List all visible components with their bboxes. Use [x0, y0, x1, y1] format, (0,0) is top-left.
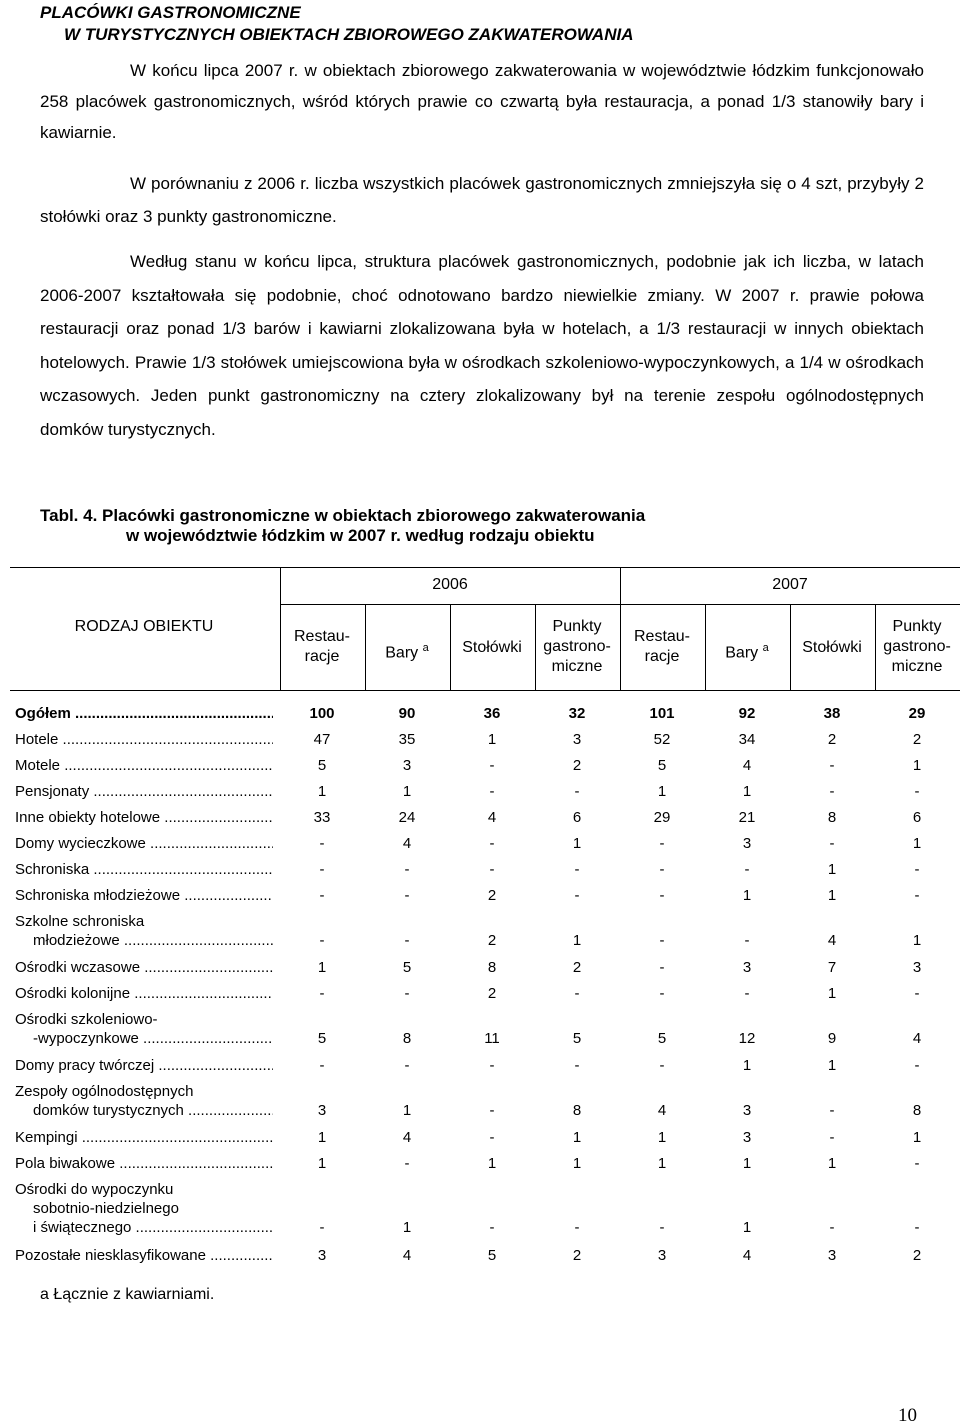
column-header-line: Punkty	[892, 618, 942, 635]
row-label-line: Inne obiekty hotelowe .....	[15, 808, 273, 827]
table-cell: 11	[484, 1030, 500, 1047]
table-cell: 3	[827, 1247, 837, 1264]
row-label	[15, 704, 273, 723]
table-cell: 4	[657, 1102, 667, 1119]
table-cell: 1	[742, 1155, 752, 1172]
paragraph-2: W porównaniu z 2006 r. liczba wszystkich placówek gastronomicznych zmniejszyła się o 4 szt, przybyły 2 stołówki oraz 3 punkty gastronomiczne.	[40, 174, 924, 226]
table-cell: -	[914, 1155, 920, 1172]
row-label	[15, 1010, 273, 1048]
column-header	[535, 617, 620, 677]
column-header	[705, 638, 790, 663]
row-label	[15, 1246, 273, 1265]
table-cell: 29	[653, 809, 671, 826]
row-label	[15, 834, 273, 853]
column-header-line: Stołówki	[802, 639, 862, 656]
table-cell: 1	[827, 1155, 837, 1172]
table-cell: 2	[912, 1247, 922, 1264]
table-cell: 1	[572, 835, 582, 852]
row-label-line: Pensjonaty .....	[15, 782, 273, 801]
table-cell: 38	[823, 705, 841, 722]
row-label-line: Ogółem .....	[15, 704, 273, 723]
table-cell: 90	[398, 705, 416, 722]
column-header	[875, 617, 960, 677]
table-cell: -	[404, 1057, 410, 1074]
table-cell: 1	[402, 1102, 412, 1119]
table-cell: -	[574, 887, 580, 904]
table-cell: 100	[309, 705, 335, 722]
column-header-line: racje	[304, 648, 340, 665]
table-cell: 5	[657, 1030, 667, 1047]
table-cell: 1	[572, 1155, 582, 1172]
table-cell: 3	[742, 1102, 752, 1119]
table-cell: -	[914, 1057, 920, 1074]
row-label-line: Kempingi .....	[15, 1128, 273, 1147]
table-cell: 36	[483, 705, 501, 722]
table-title-line2: w województwie łódzkim w 2007 r. według rodzaju obiektu	[126, 526, 595, 545]
table-cell: -	[489, 1057, 495, 1074]
table-cell: 8	[487, 959, 497, 976]
table-cell: -	[914, 861, 920, 878]
table-cell: -	[574, 783, 580, 800]
table-cell: -	[319, 1219, 325, 1236]
year-header-2007: 2007	[772, 576, 808, 593]
table-cell: 5	[317, 1030, 327, 1047]
table-cell: 4	[742, 1247, 752, 1264]
table-cell: 5	[572, 1030, 582, 1047]
row-label	[15, 1180, 273, 1237]
table-cell: -	[404, 932, 410, 949]
table-cell: 1	[317, 783, 327, 800]
table-cell: 4	[912, 1030, 922, 1047]
table-cell: 1	[912, 835, 922, 852]
table-cell: -	[659, 985, 665, 1002]
table-cell: 1	[487, 731, 497, 748]
table-cell: 1	[912, 1129, 922, 1146]
table-cell: 8	[572, 1102, 582, 1119]
column-header-line: Punkty	[552, 618, 602, 635]
table-top-rule	[10, 567, 960, 568]
row-label-line: Schroniska .....	[15, 860, 273, 879]
table-cell: -	[744, 932, 750, 949]
row-label	[15, 1154, 273, 1173]
row-label-line: Pola biwakowe .....	[15, 1154, 273, 1173]
table-cell: 1	[657, 1129, 667, 1146]
table-cell: -	[829, 1129, 835, 1146]
table-cell: -	[829, 835, 835, 852]
row-label	[15, 1056, 273, 1075]
table-cell: 1	[742, 783, 752, 800]
table-cell: -	[659, 959, 665, 976]
table-cell: 2	[487, 985, 497, 1002]
row-label	[15, 808, 273, 827]
table-cell: -	[574, 1219, 580, 1236]
column-header	[365, 638, 450, 663]
table-cell: -	[574, 1057, 580, 1074]
row-label-line: Domy pracy twórczej .....	[15, 1056, 273, 1075]
column-header-line: miczne	[551, 658, 603, 675]
table-cell: 1	[402, 783, 412, 800]
table-cell: -	[914, 783, 920, 800]
table-cell: -	[659, 835, 665, 852]
paragraph-3: Według stanu w końcu lipca, struktura placówek gastronomicznych, podobnie jak ich liczba, w latach 2006-2007 kształtowała się podobnie, choć odnotowano bardzo niewielkie zmiany. W 2007 r. prawie połowa restauracji oraz ponad 1/3 barów i kawiarni zlokalizowana była w hotelach, a 1/3 restauracji w innych obiektach hotelowych. Prawie 1/3 stołówek umiejscowiona była w ośrodkach szkoleniowo-wypoczynkowych, a 1/4 w ośrodkach wczasowych. Jeden punkt gastronomiczny na cztery zlokalizowany był na terenie zespołu ogólnodostępnych domków turystycznych.	[40, 252, 924, 439]
table-cell: -	[829, 757, 835, 774]
rodzaj-obiektu-header: RODZAJ OBIEKTU	[74, 618, 214, 635]
table-cell: 6	[912, 809, 922, 826]
table-cell: 4	[827, 932, 837, 949]
table-cell: 3	[912, 959, 922, 976]
table-cell: 2	[572, 757, 582, 774]
footnote-marker: a	[762, 642, 769, 654]
table-cell: 4	[402, 835, 412, 852]
table-cell: 2	[827, 731, 837, 748]
table-cell: 2	[912, 731, 922, 748]
table-cell: 21	[738, 809, 756, 826]
row-label-line: Zespoły ogólnodostępnych	[15, 1083, 194, 1100]
table-cell: 1	[827, 861, 837, 878]
table-cell: -	[914, 1219, 920, 1236]
column-header-line: Bary $^a$	[385, 642, 429, 662]
table-cell: 1	[487, 1155, 497, 1172]
table-cell: -	[404, 887, 410, 904]
row-label	[15, 958, 273, 977]
table-cell: 3	[742, 1129, 752, 1146]
table-cell: 33	[313, 809, 331, 826]
table-cell: 3	[317, 1247, 327, 1264]
table-cell: -	[914, 985, 920, 1002]
table-cell: 35	[398, 731, 416, 748]
table-cell: -	[489, 757, 495, 774]
table-cell: -	[829, 1102, 835, 1119]
table-cell: -	[489, 783, 495, 800]
row-label	[15, 886, 273, 905]
table-cell: -	[744, 861, 750, 878]
table-cell: 1	[657, 1155, 667, 1172]
row-label-line: Motele .....	[15, 756, 273, 775]
footnote-marker: a	[422, 642, 429, 654]
row-label-line: Ośrodki do wypoczynku	[15, 1181, 174, 1198]
column-header-line: Restau-	[293, 628, 351, 645]
row-label-line: Ośrodki kolonijne .....	[15, 984, 273, 1003]
row-label-line: Hotele .....	[15, 730, 273, 749]
row-label-line: -wypoczynkowe .....	[15, 1029, 273, 1048]
table-title-line1: Tabl. 4. Placówki gastronomiczne w obiektach zbiorowego zakwaterowania	[40, 506, 646, 525]
table-cell: -	[489, 1129, 495, 1146]
table-cell: 3	[657, 1247, 667, 1264]
table-cell: -	[829, 1219, 835, 1236]
table-cell: -	[489, 1102, 495, 1119]
table-cell: 29	[908, 705, 926, 722]
table-cell: 52	[653, 731, 671, 748]
table-cell: 4	[742, 757, 752, 774]
row-label	[15, 912, 273, 950]
table-cell: -	[659, 1057, 665, 1074]
row-label	[15, 860, 273, 879]
column-header-line: gastrono-	[883, 638, 951, 655]
section-heading-line1: PLACÓWKI GASTRONOMICZNE	[40, 3, 301, 22]
table-cell: -	[404, 861, 410, 878]
table-cell: 1	[317, 1155, 327, 1172]
table-cell: -	[659, 932, 665, 949]
row-label-line: Szkolne schroniska	[15, 913, 145, 930]
table-cell: 8	[827, 809, 837, 826]
table-cell: 1	[827, 1057, 837, 1074]
row-label	[15, 782, 273, 801]
row-label	[15, 984, 273, 1003]
table-cell: -	[404, 985, 410, 1002]
table-cell: -	[744, 985, 750, 1002]
table-cell: -	[829, 783, 835, 800]
table-cell: 1	[827, 985, 837, 1002]
row-label	[15, 1128, 273, 1147]
column-header-line: Stołówki	[462, 639, 522, 656]
table-cell: 4	[487, 809, 497, 826]
table-cell: 34	[738, 731, 756, 748]
table-cell: -	[319, 1057, 325, 1074]
table-cell: 1	[317, 959, 327, 976]
table-cell: 2	[487, 887, 497, 904]
table-cell: 5	[402, 959, 412, 976]
table-cell: 8	[912, 1102, 922, 1119]
table-cell: 1	[912, 932, 922, 949]
table-cell: -	[319, 835, 325, 852]
row-label-line: Pozostałe niesklasyfikowane .....	[15, 1246, 273, 1265]
table-cell: 1	[742, 1219, 752, 1236]
column-header	[450, 638, 535, 658]
footnote: a Łącznie z kawiarniami.	[40, 1286, 215, 1303]
table-cell: 5	[317, 757, 327, 774]
table-cell: 3	[742, 959, 752, 976]
table-cell: 4	[402, 1129, 412, 1146]
table-cell: 1	[827, 887, 837, 904]
table-cell: 1	[912, 757, 922, 774]
table-cell: -	[914, 887, 920, 904]
section-heading	[40, 2, 633, 46]
table-title	[40, 506, 645, 546]
table-cell: -	[319, 861, 325, 878]
column-header	[790, 638, 875, 658]
table-cell: 1	[572, 1129, 582, 1146]
table-cell: 47	[313, 731, 331, 748]
table-cell: -	[659, 1219, 665, 1236]
row-label-line: sobotnio-niedzielnego	[33, 1200, 179, 1217]
table-cell: 9	[827, 1030, 837, 1047]
column-header	[280, 627, 365, 667]
row-label-line: Ośrodki szkoleniowo-	[15, 1011, 158, 1028]
table-cell: 5	[487, 1247, 497, 1264]
column-header-line: Bary $^a$	[725, 642, 769, 662]
table-cell: 24	[398, 809, 416, 826]
table-cell: 1	[402, 1219, 412, 1236]
row-label-line: młodzieżowe .....	[15, 931, 273, 950]
page-number: 10	[898, 1405, 917, 1426]
table-cell: 2	[572, 959, 582, 976]
table-cell: -	[489, 1219, 495, 1236]
table-cell: -	[319, 985, 325, 1002]
table-cell: 1	[317, 1129, 327, 1146]
column-header	[620, 627, 705, 667]
table-cell: 1	[742, 887, 752, 904]
table-cell: 3	[742, 835, 752, 852]
table-cell: 6	[572, 809, 582, 826]
row-label-line: domków turystycznych .....	[15, 1101, 273, 1120]
table-cell: 12	[738, 1030, 756, 1047]
row-label-line: Domy wycieczkowe .....	[15, 834, 273, 853]
table-cell: 92	[738, 705, 756, 722]
section-heading-line2: W TURYSTYCZNYCH OBIEKTACH ZBIOROWEGO ZAKWATEROWANIA	[64, 25, 634, 44]
table-cell: 32	[568, 705, 586, 722]
row-label	[15, 1082, 273, 1120]
year-header-2006: 2006	[432, 576, 468, 593]
column-header-line: Restau-	[633, 628, 691, 645]
row-label	[15, 730, 273, 749]
table-cell: 3	[317, 1102, 327, 1119]
table-cell: 1	[742, 1057, 752, 1074]
table-cell: -	[574, 861, 580, 878]
table-cell: -	[319, 887, 325, 904]
table-cell: -	[404, 1155, 410, 1172]
table-cell: 2	[572, 1247, 582, 1264]
table-cell: -	[659, 861, 665, 878]
table-cell: -	[489, 835, 495, 852]
table-cell: -	[574, 985, 580, 1002]
table-cell: -	[319, 932, 325, 949]
table-cell: 1	[572, 932, 582, 949]
row-label	[15, 756, 273, 775]
table-cell: 4	[402, 1247, 412, 1264]
table-cell: 101	[649, 705, 675, 722]
table-cell: 3	[402, 757, 412, 774]
column-header-line: miczne	[891, 658, 943, 675]
table-cell: 7	[827, 959, 837, 976]
row-label-line: i świątecznego .....	[15, 1218, 273, 1237]
row-label-line: Schroniska młodzieżowe .....	[15, 886, 273, 905]
column-header-line: gastrono-	[543, 638, 611, 655]
table-cell: -	[659, 887, 665, 904]
table-cell: 3	[572, 731, 582, 748]
table-cell: 8	[402, 1030, 412, 1047]
table-cell: -	[489, 861, 495, 878]
column-header-line: racje	[644, 648, 680, 665]
table-cell: 5	[657, 757, 667, 774]
table-cell: 2	[487, 932, 497, 949]
table-cell: 1	[657, 783, 667, 800]
paragraph-1: W końcu lipca 2007 r. w obiektach zbiorowego zakwaterowania w województwie łódzkim funkcjonowało 258 placówek gastronomicznych, wśród których prawie co czwartą była restauracja, a ponad 1/3 stanowiły bary i kawiarnie.	[40, 61, 924, 142]
header-bottom-rule	[10, 690, 960, 691]
row-label-line: Ośrodki wczasowe .....	[15, 958, 273, 977]
